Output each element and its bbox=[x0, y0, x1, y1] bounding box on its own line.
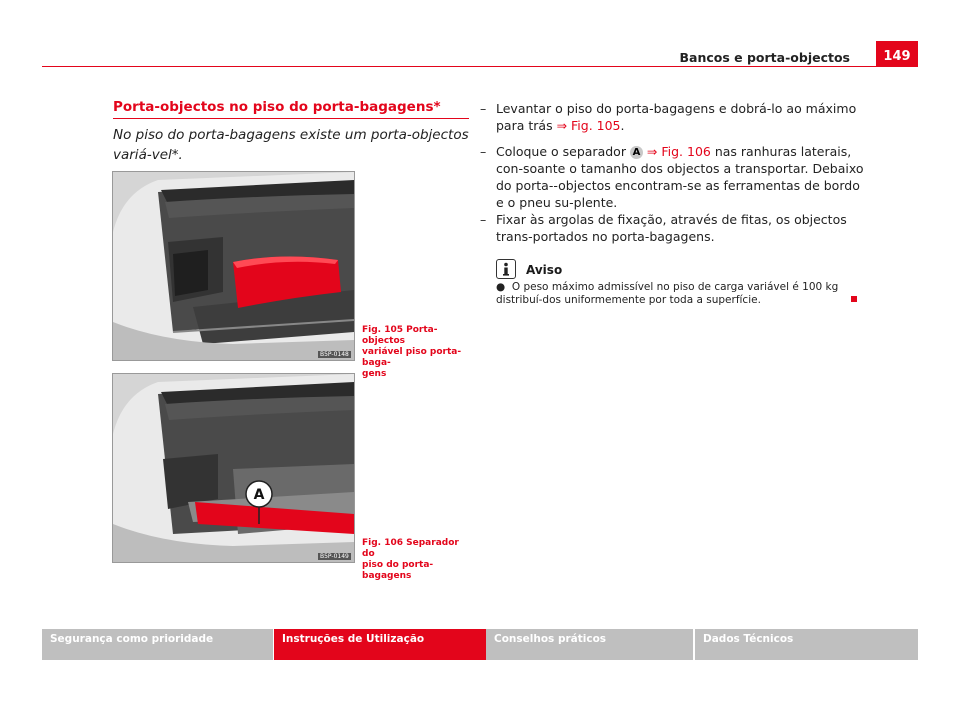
step-3 bbox=[480, 211, 866, 245]
figure-106-image bbox=[112, 373, 355, 563]
section-end-marker bbox=[851, 296, 857, 302]
footer-tab-seguranca[interactable]: Segurança como prioridade bbox=[42, 629, 273, 660]
step-1 bbox=[480, 100, 866, 134]
note-title: Aviso bbox=[526, 263, 563, 277]
note-bullet: ● bbox=[496, 281, 506, 293]
footer-tab-dados[interactable]: Dados Técnicos bbox=[695, 629, 918, 660]
figure-reference-link[interactable]: ⇒ Fig. 106 bbox=[642, 144, 711, 159]
step-text: nas ranhuras laterais, con-soante o tamanho dos objectos a transportar. Debaixo do porta--objectos encontram-se as ferramentas de bordo e o pneu su-plente. bbox=[496, 144, 864, 210]
step-text: Levantar o piso do porta-bagagens e dobrá-lo ao máximo para trás bbox=[496, 101, 857, 133]
running-header-title: Bancos e porta-objectos bbox=[679, 50, 850, 65]
footer-tab-instrucoes[interactable]: Instruções de Utilização bbox=[274, 629, 505, 660]
note-body: O peso máximo admissível no piso de carga variável é 100 kg distribuí-dos uniformemente por toda a superfície. bbox=[496, 281, 839, 306]
step-2 bbox=[480, 143, 866, 211]
figure-105-image bbox=[112, 171, 355, 361]
section-title: Porta-objectos no piso do porta-bagagens* bbox=[113, 99, 441, 115]
figure-106-code: B5P-0149 bbox=[320, 553, 349, 560]
figure-106-label-a: A bbox=[253, 487, 265, 503]
figure-reference-link[interactable]: ⇒ Fig. 105 bbox=[556, 118, 621, 133]
step-dash: – bbox=[480, 144, 487, 159]
figure-105-code: B5P-0148 bbox=[320, 351, 349, 358]
step-text: Coloque o separador bbox=[496, 144, 630, 159]
callout-a-badge: A bbox=[630, 146, 643, 159]
caption-line: variável piso porta-baga- bbox=[362, 347, 462, 368]
figure-105-caption bbox=[362, 325, 474, 380]
info-icon bbox=[496, 259, 516, 279]
footer-tab-conselhos[interactable]: Conselhos práticos bbox=[486, 629, 693, 660]
caption-line: gens bbox=[362, 369, 387, 379]
step-dash: – bbox=[480, 212, 487, 227]
caption-line: Fig. 105 Porta-objectos bbox=[362, 325, 438, 346]
step-dash: – bbox=[480, 101, 487, 116]
section-rule bbox=[113, 118, 469, 119]
section-intro: No piso do porta-bagagens existe um porta-objectos variá-vel*. bbox=[113, 127, 469, 163]
header-rule bbox=[42, 66, 876, 67]
step-text: Fixar às argolas de fixação, através de fitas, os objectos trans-portados no porta-bagagens. bbox=[496, 212, 847, 244]
caption-line: piso do porta-bagagens bbox=[362, 560, 434, 581]
figure-106-caption bbox=[362, 538, 474, 582]
note-text bbox=[496, 281, 866, 307]
caption-line: Fig. 106 Separador do bbox=[362, 538, 459, 559]
page-number: 149 bbox=[883, 49, 911, 64]
step-text: . bbox=[620, 118, 625, 133]
